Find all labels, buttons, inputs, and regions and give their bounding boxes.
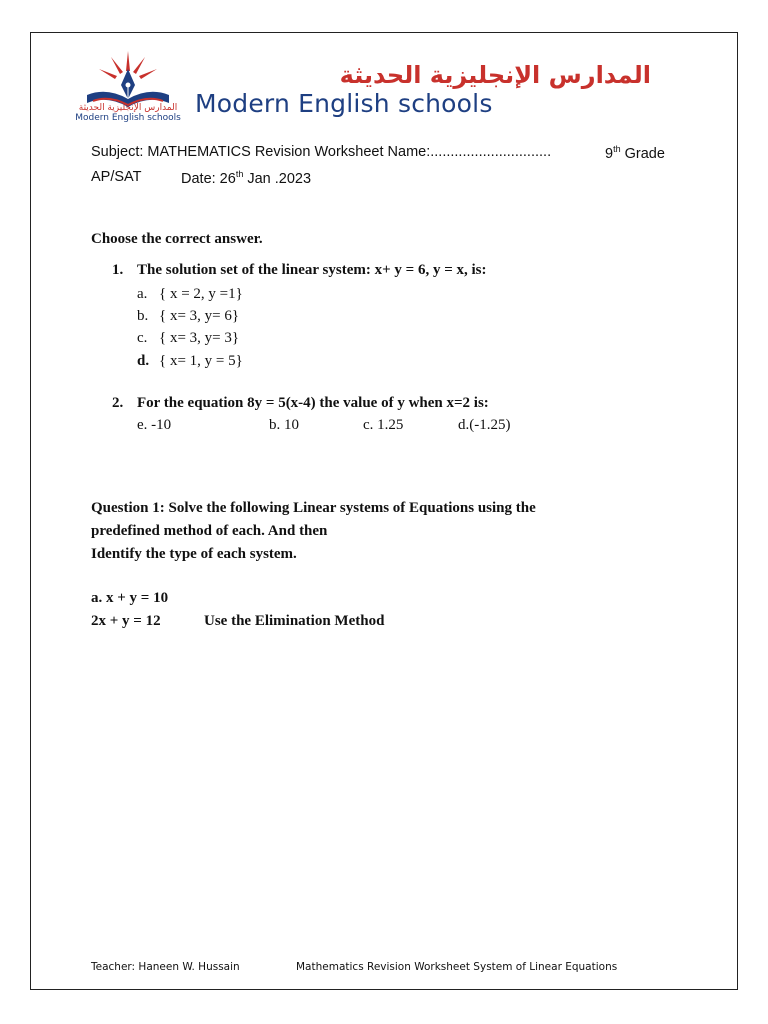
q2-option-e: e. -10 [137, 417, 172, 433]
q1-option-c-letter: c. [137, 330, 148, 346]
logo-arabic-caption: المدارس الإنجليزية الحديثة [78, 103, 178, 113]
school-name-english: Modern English schools [195, 89, 493, 118]
date-suffix: Jan .2023 [243, 170, 312, 187]
q2-option-d: d.(-1.25) [458, 417, 511, 433]
q2-number: 2. [112, 395, 124, 411]
date-prefix: Date: 26 [181, 170, 236, 187]
subject-line: Subject: MATHEMATICS Revision Worksheet Name:.............................. [91, 144, 552, 160]
date-suffix-sup: th [235, 169, 244, 179]
q1-option-b: { x= 3, y= 6} [159, 308, 240, 324]
equation-1: a. x + y = 10 [91, 590, 169, 606]
q2-text: For the equation 8y = 5(x-4) the value of y when x=2 is: [137, 395, 489, 411]
equation-2: 2x + y = 12 [91, 613, 161, 629]
footer-teacher: Teacher: Haneen W. Hussain [91, 961, 240, 973]
grade-suffix: th [613, 144, 621, 154]
q2-option-c: c. 1.25 [363, 417, 404, 433]
q1-text: The solution set of the linear system: x+ y = 6, y = x, is: [137, 262, 487, 278]
q1-number: 1. [112, 262, 124, 278]
grade-word: Grade [620, 145, 665, 162]
date-label [181, 169, 311, 187]
logo-english-caption: Modern English schools [75, 113, 181, 123]
method-instruction: Use the Elimination Method [204, 613, 385, 629]
q1-option-c: { x= 3, y= 3} [159, 330, 240, 346]
question1-line3: Identify the type of each system. [91, 546, 297, 562]
q1-option-d: { x= 1, y = 5} [159, 353, 243, 369]
q2-option-b: b. 10 [269, 417, 299, 433]
grade-label [605, 144, 665, 162]
footer-title: Mathematics Revision Worksheet System of Linear Equations [296, 961, 618, 973]
q1-option-d-letter: d. [137, 353, 150, 369]
q1-option-b-letter: b. [137, 308, 149, 324]
q1-option-a-letter: a. [137, 286, 148, 302]
question1-line1: Question 1: Solve the following Linear systems of Equations using the [91, 500, 536, 516]
question1-line2: predefined method of each. And then [91, 523, 328, 539]
track-label: AP/SAT [91, 169, 142, 185]
grade-number: 9 [605, 145, 614, 162]
worksheet-page [30, 32, 738, 990]
school-name-arabic: المدارس الإنجليزية الحديثة [339, 61, 651, 89]
instruction-heading: Choose the correct answer. [91, 231, 263, 247]
q1-option-a: { x = 2, y =1} [159, 286, 243, 302]
